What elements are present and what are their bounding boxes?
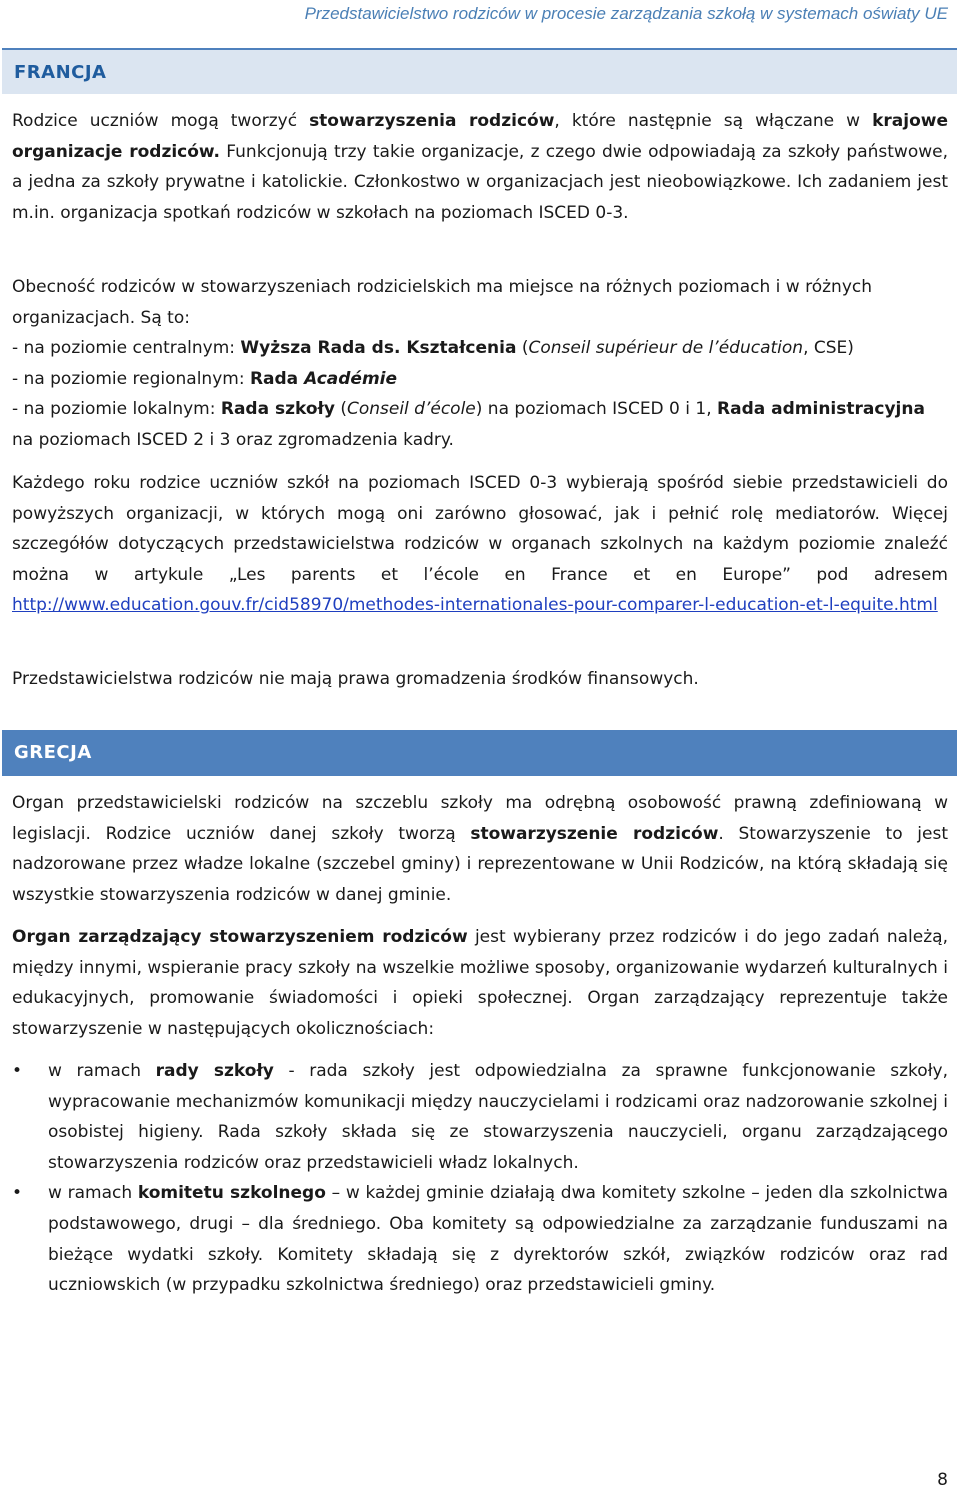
greece-paragraph-1: Organ przedstawicielski rodziców na szczeblu szkoły ma odrębną osobowość prawną zdefiniowaną w legislacji. Rodzice uczniów danej szkoły tworzą stowarzyszenie rodziców. Stowarzyszenie to jest nadzorowane przez władze lokalne (szczebel gminy) i reprezentowane w Unii Rodziców, na którą składają się wszystkie stowarzyszenia rodziców w danej gminie. [12,793,949,905]
greece-bullet-list [12,1056,948,1301]
list-item: • w ramach komitetu szkolnego – w każdej gminie działają dwa komitety szkolne – jeden dla szkolnictwa podstawowego, drugi – dla średniego. Oba komitety są odpowiedzialne za zarządzanie funduszami na bieżące wydatki szkoły. Komitety składają się z dyrektorów szkół, związków rodziców oraz rad uczniowskich (w przypadku szkolnictwa średniego) oraz przedstawicieli gminy. [12,1178,948,1300]
france-level-local: - na poziomie lokalnym: Rada szkoły (Conseil d’école) na poziomach ISCED 0 i 1, Rada administracyjna na poziomach ISCED 2 i 3 oraz zgromadzenia kadry. [12,399,925,450]
france-levels-intro: Obecność rodziców w stowarzyszeniach rodzicielskich ma miejsce na różnych poziomach i w różnych organizacjach. Są to: [12,277,873,328]
greece-paragraph-2: Organ zarządzający stowarzyszeniem rodziców jest wybierany przez rodziców i do jego zadań należą, między innymi, wspieranie pracy szkoły na wszelkie możliwe sposoby, organizowanie wydarzeń kulturalnych i edukacyjnych, promowanie świadomości i opieki społecznej. Organ zarządzający reprezentuje także stowarzyszenie w następujących okolicznościach: [12,927,948,1039]
section-title-greece: GRECJA [14,742,92,763]
france-level-regional: - na poziomie regionalnym: Rada Académie [12,368,398,389]
section-header-france [2,48,957,94]
bullet-icon: • [12,1061,23,1081]
education-gouv-link[interactable]: http://www.education.gouv.fr/cid58970/methodes-internationales-pour-comparer-l-education-et-l-equite.html [12,595,938,616]
france-paragraph-2 [12,272,948,456]
france-paragraph-1: Rodzice uczniów mogą tworzyć stowarzyszenia rodziców, które następnie są włączane w krajowe organizacje rodziców. Funkcjonują trzy takie organizacje, z czego dwie odpowiadają za szkoły państwowe, a jedna za szkoły prywatne i katolickie. Członkostwo w organizacjach jest nieobowiązkowe. Ich zadaniem jest m.in. organizacja spotkań rodziców w szkołach na poziomach ISCED 0-3. [12,111,948,223]
running-header: Przedstawicielstwo rodziców w procesie zarządzania szkołą w systemach oświaty UE [304,4,948,23]
france-paragraph-3: Każdego roku rodzice uczniów szkół na poziomach ISCED 0-3 wybierają spośród siebie przedstawicieli do powyższych organizacji, w których mogą oni zarówno głosować, jak i pełnić rolę mediatorów. Więcej szczegółów dotyczących przedstawicielstwa rodziców w organach szkolnych na każdym poziomie znaleźć można w artykule „Les parents et l’école en France et en Europe” pod adresem http://www.education.gouv.fr/cid58970/methodes-internationales-pour-comparer-l-education-et-l-equite.html [12,473,948,616]
page-number: 8 [937,1470,948,1490]
section-title-france: FRANCJA [14,62,107,83]
france-paragraph-4: Przedstawicielstwa rodziców nie mają prawa gromadzenia środków finansowych. [12,669,699,689]
france-level-central: - na poziomie centralnym: Wyższa Rada ds. Kształcenia (Conseil supérieur de l’éducation, CSE) [12,338,854,359]
bullet-icon: • [12,1183,23,1204]
list-item: • w ramach rady szkoły - rada szkoły jest odpowiedzialna za sprawne funkcjonowanie szkoły, wypracowanie mechanizmów komunikacji między nauczycielami i rodzicami oraz nadzorowanie szkolnej i osobistej higieny. Rada szkoły składa się ze stowarzyszenia nauczycieli, organu zarządzającego stowarzyszenia rodziców oraz przedstawicieli władz lokalnych. [12,1056,948,1178]
section-header-greece [2,730,957,776]
